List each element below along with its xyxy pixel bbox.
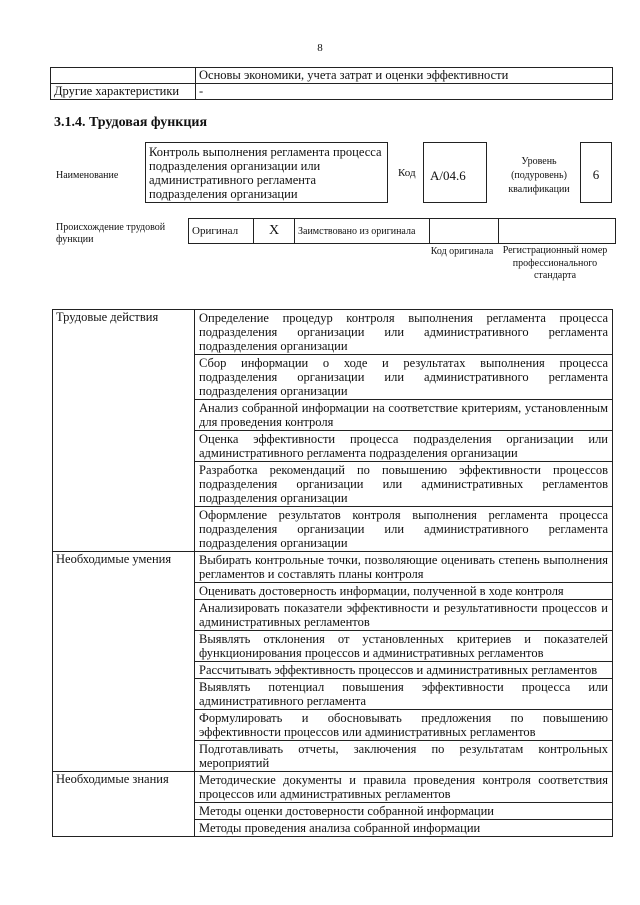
table-row <box>189 219 616 244</box>
original-label: Оригинал <box>189 219 254 244</box>
reg-number-label: Регистрационный номер профессионального стандарта <box>502 245 608 281</box>
section-title: 3.1.4. Трудовая функция <box>54 115 208 130</box>
skill-item: Выбирать контрольные точки, позволяющие оценивать степень выполнения регламентов и составлять планы контроля <box>195 552 613 583</box>
characteristics-table <box>50 67 613 100</box>
origin-label: Происхождение трудовой функции <box>56 222 166 245</box>
table-row <box>53 310 613 355</box>
page-number: 8 <box>317 42 323 54</box>
level-label: Уровень (подуровень) квалификации <box>508 156 570 195</box>
code-original-label: Код оригинала <box>430 246 494 257</box>
table-row <box>53 552 613 583</box>
name-label: Наименование <box>56 170 119 181</box>
knowledge-item: Методические документы и правила проведения контроля соответствия процессов или административных регламентов <box>195 772 613 803</box>
table-cell: Основы экономики, учета затрат и оценки эффективности <box>196 68 613 84</box>
skill-item: Оценивать достоверность информации, полученной в ходе контроля <box>195 583 613 600</box>
table-row <box>51 68 613 84</box>
reg-number-cell <box>499 219 616 244</box>
code-original-cell <box>430 219 499 244</box>
table-cell: Другие характеристики <box>51 84 196 100</box>
code-value: А/04.6 <box>423 142 487 203</box>
code-label: Код <box>398 167 416 179</box>
skill-item: Выявлять отклонения от установленных критериев и показателей функционирования процессов и административных регламентов <box>195 631 613 662</box>
required-knowledge-label: Необходимые знания <box>53 772 195 837</box>
skill-item: Рассчитывать эффективность процессов и административных регламентов <box>195 662 613 679</box>
skill-item: Подготавливать отчеты, заключения по результатам контрольных мероприятий <box>195 741 613 772</box>
skill-item: Формулировать и обосновывать предложения по повышению эффективности процессов или административных регламентов <box>195 710 613 741</box>
labor-action-item: Оформление результатов контроля выполнения регламента процесса подразделения организации или административного регламента подразделения организации <box>195 507 613 552</box>
skill-item: Выявлять потенциал повышения эффективности процесса или административного регламента <box>195 679 613 710</box>
labor-action-item: Разработка рекомендаций по повышению эффективности процессов подразделения организации или административных регламентов подразделения организации <box>195 462 613 507</box>
original-mark: X <box>254 219 295 244</box>
labor-action-item: Определение процедур контроля выполнения регламента процесса подразделения организации или административного регламента подразделения организации <box>195 310 613 355</box>
knowledge-item: Методы оценки достоверности собранной информации <box>195 803 613 820</box>
labor-action-item: Оценка эффективности процесса подразделения организации или административного регламента подразделения организации <box>195 431 613 462</box>
labor-actions-label: Трудовые действия <box>53 310 195 552</box>
required-skills-label: Необходимые умения <box>53 552 195 772</box>
table-row <box>53 772 613 803</box>
table-row <box>51 84 613 100</box>
table-cell: - <box>196 84 613 100</box>
knowledge-item: Методы проведения анализа собранной информации <box>195 820 613 837</box>
labor-action-item: Сбор информации о ходе и результатах выполнения процесса подразделения организации или административного регламента подразделения организации <box>195 355 613 400</box>
function-details-table <box>52 309 613 837</box>
function-name-value: Контроль выполнения регламента процесса подразделения организации или административного регламента подразделения организации <box>145 142 388 203</box>
borrowed-label: Заимствовано из оригинала <box>295 219 430 244</box>
level-value: 6 <box>580 142 612 203</box>
origin-table <box>188 218 616 244</box>
table-cell <box>51 68 196 84</box>
labor-action-item: Анализ собранной информации на соответствие критериям, установленным для проведения контроля <box>195 400 613 431</box>
skill-item: Анализировать показатели эффективности и результативности процессов и административных регламентов <box>195 600 613 631</box>
